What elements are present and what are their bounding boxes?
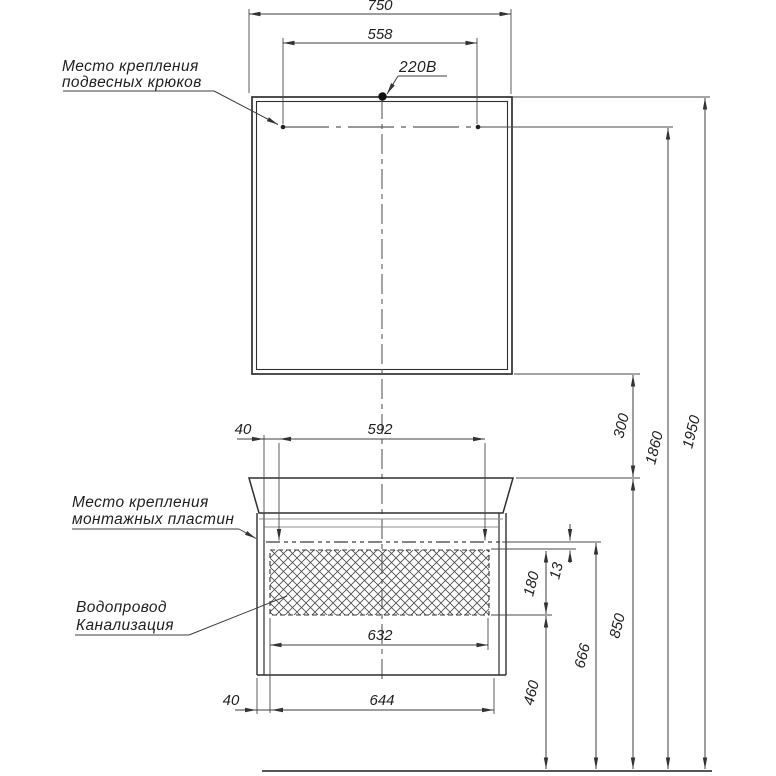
dim-1860-label: 1860 xyxy=(642,429,667,467)
hook-point-right xyxy=(476,125,481,130)
dim-chain-bottom xyxy=(223,692,494,710)
washbasin-outline xyxy=(249,478,513,513)
dim-zone-height xyxy=(520,551,546,614)
hook-point-left xyxy=(281,125,286,130)
dim-592-label: 592 xyxy=(367,421,393,438)
dim-666-label: 666 xyxy=(571,641,594,671)
power-label-text: 220В xyxy=(399,59,437,76)
dim-1950-label: 1950 xyxy=(679,413,704,451)
plates-leader-line xyxy=(239,529,256,539)
dim-40-top-label: 40 xyxy=(234,421,252,438)
hooks-label xyxy=(62,58,278,125)
dim-plates-height xyxy=(571,543,596,769)
plates-label-line2: монтажных пластин xyxy=(72,511,235,528)
dim-644-label: 644 xyxy=(369,692,395,709)
dim-mirror-to-sink xyxy=(610,375,633,477)
dim-460-label: 460 xyxy=(520,678,543,708)
dim-13-label: 13 xyxy=(546,560,567,582)
dim-40-bottom-label: 40 xyxy=(222,692,240,709)
plates-label xyxy=(72,494,256,539)
dim-zone-width xyxy=(270,627,488,645)
plumbing-label xyxy=(75,596,287,635)
dim-300-label: 300 xyxy=(610,411,633,441)
power-leader-line xyxy=(387,76,398,94)
dim-850-label: 850 xyxy=(606,611,629,641)
dim-total-height xyxy=(679,98,705,769)
dim-632-label: 632 xyxy=(367,627,393,644)
hooks-label-line1: Место крепления xyxy=(62,58,199,75)
hooks-leader-line xyxy=(214,91,278,125)
dim-sink-height xyxy=(606,479,633,769)
plumbing-label-line1: Водопровод xyxy=(76,599,167,616)
dim-hooks-spacing xyxy=(283,26,477,43)
power-label xyxy=(387,59,447,94)
hooks-label-line2: подвесных крюков xyxy=(62,74,202,91)
dim-chain-top xyxy=(235,421,485,439)
dim-hooks-height xyxy=(642,128,668,769)
dim-plate-gap xyxy=(546,524,570,581)
power-point-dot xyxy=(378,92,386,100)
dim-750-label: 750 xyxy=(367,0,393,14)
communications-zone-hatch xyxy=(270,550,489,615)
plumbing-label-line2: Канализация xyxy=(76,617,174,634)
dim-558-label: 558 xyxy=(367,26,393,43)
plates-label-line1: Место крепления xyxy=(72,494,209,511)
dim-zone-bottom-height xyxy=(520,616,546,769)
dim-180-label: 180 xyxy=(520,569,543,599)
dim-total-width xyxy=(249,0,511,14)
